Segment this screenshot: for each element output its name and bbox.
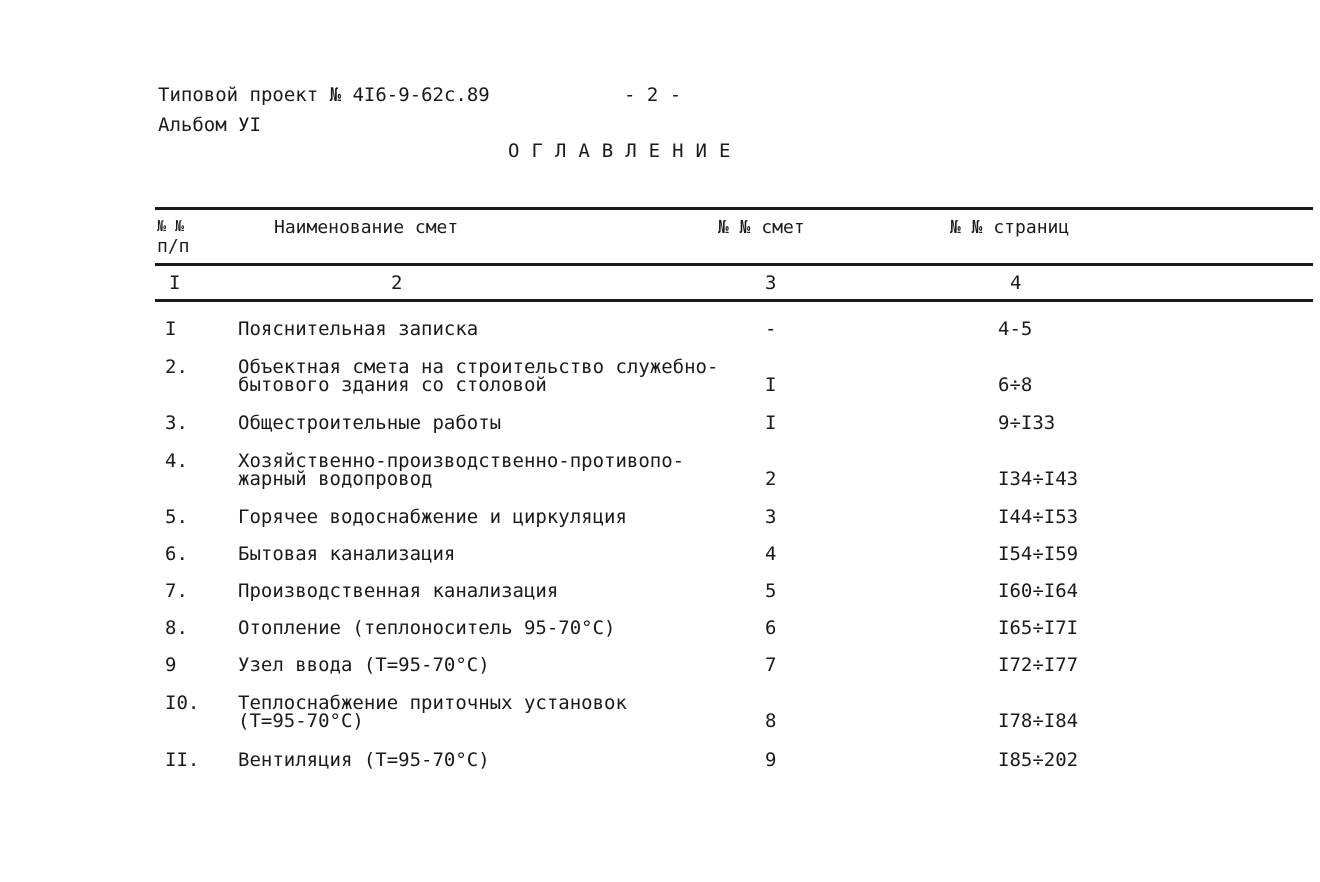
- row-number: 2.: [165, 356, 188, 378]
- row-number: 6.: [165, 543, 188, 565]
- column-number-3: 3: [765, 272, 777, 294]
- row-estimate-number: 8: [765, 710, 777, 732]
- row-pages: I72÷I77: [998, 654, 1079, 676]
- row-name: Объектная смета на строительство служебно- бытового здания со столовой: [238, 356, 719, 396]
- row-number: 3.: [165, 412, 188, 434]
- row-name: Отопление (теплоноситель 95-70°С): [238, 617, 616, 639]
- row-estimate-number: I: [765, 374, 777, 396]
- header-estimate: № № смет: [718, 217, 805, 238]
- row-name: Бытовая канализация: [238, 543, 456, 565]
- row-name: Вентиляция (Т=95-70°С): [238, 749, 490, 771]
- row-number: 8.: [165, 617, 188, 639]
- row-estimate-number: 4: [765, 543, 777, 565]
- column-number-2: 2: [391, 272, 403, 294]
- row-name: Теплоснабжение приточных установок (Т=95-70°С): [238, 692, 627, 732]
- row-number: 5.: [165, 506, 188, 528]
- column-number-1: I: [169, 272, 181, 294]
- row-estimate-number: 7: [765, 654, 777, 676]
- row-number: 4.: [165, 450, 188, 472]
- row-number: I0.: [165, 692, 200, 714]
- row-estimate-number: 2: [765, 468, 777, 490]
- row-estimate-number: I: [765, 412, 777, 434]
- row-pages: I78÷I84: [998, 710, 1079, 732]
- header-num-line2: п/п: [157, 236, 190, 257]
- page-number: - 2 -: [624, 84, 682, 106]
- row-pages: I44÷I53: [998, 506, 1079, 528]
- row-pages: I34÷I43: [998, 468, 1079, 490]
- header-pages: № № страниц: [950, 217, 1070, 238]
- row-number: 7.: [165, 580, 188, 602]
- table-top-rule: [155, 207, 1313, 210]
- row-name: Горячее водоснабжение и циркуляция: [238, 506, 627, 528]
- row-pages: 6÷8: [998, 374, 1033, 396]
- row-pages: I65÷I7I: [998, 617, 1079, 639]
- row-name: Пояснительная записка: [238, 318, 479, 340]
- row-number: I: [165, 318, 177, 340]
- row-name: Узел ввода (Т=95-70°С): [238, 654, 490, 676]
- header-num-line1: № №: [157, 217, 185, 235]
- row-pages: I54÷I59: [998, 543, 1079, 565]
- project-number: Типовой проект № 4I6-9-62с.89: [158, 84, 490, 106]
- column-numbers-rule: [155, 299, 1313, 302]
- row-number: II.: [165, 749, 200, 771]
- row-name: Хозяйственно-производственно-противопо- жарный водопровод: [238, 450, 685, 490]
- row-pages: 9÷I33: [998, 412, 1056, 434]
- row-pages: 4-5: [998, 318, 1033, 340]
- header-name: Наименование смет: [274, 217, 459, 238]
- header-bottom-rule: [155, 263, 1313, 266]
- row-pages: I60÷I64: [998, 580, 1079, 602]
- row-estimate-number: 9: [765, 749, 777, 771]
- album-label: Альбом УI: [158, 114, 261, 136]
- row-pages: I85÷202: [998, 749, 1079, 771]
- row-estimate-number: -: [765, 318, 777, 340]
- row-name: Производственная канализация: [238, 580, 559, 602]
- row-estimate-number: 6: [765, 617, 777, 639]
- row-estimate-number: 5: [765, 580, 777, 602]
- row-number: 9: [165, 654, 177, 676]
- row-estimate-number: 3: [765, 506, 777, 528]
- row-name: Общестроительные работы: [238, 412, 502, 434]
- document-title: ОГЛАВЛЕНИЕ: [508, 140, 743, 162]
- column-number-4: 4: [1010, 272, 1022, 294]
